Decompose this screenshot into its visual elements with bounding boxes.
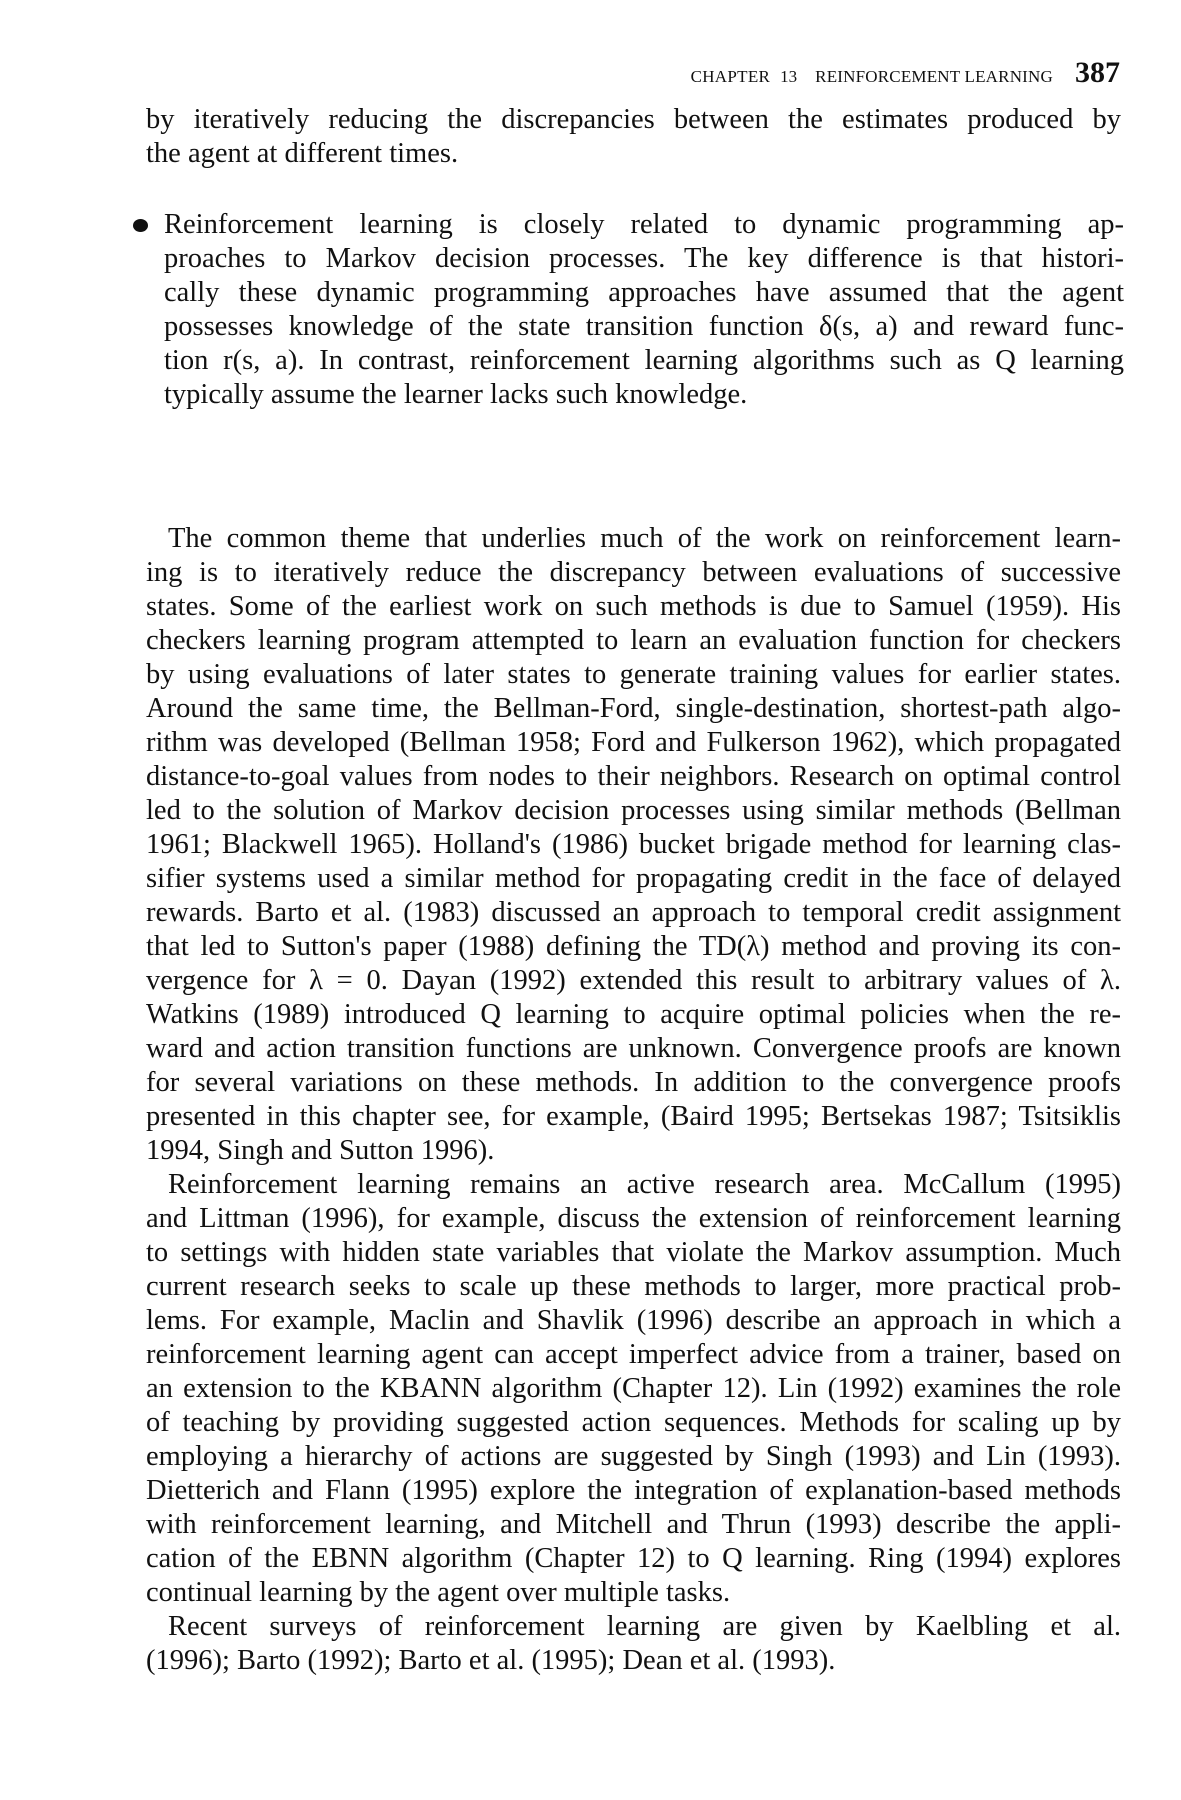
text-line: for several variations on these methods. In addition to the convergence proofs [146, 1067, 1121, 1098]
text-line: Dietterich and Flann (1995) explore the integration of explanation-based methods [146, 1475, 1121, 1506]
text-line: proaches to Markov decision processes. The key difference is that histori- [164, 243, 1124, 274]
text-line: distance-to-goal values from nodes to their neighbors. Research on optimal control [146, 761, 1121, 792]
text-line: tion r(s, a). In contrast, reinforcement learning algorithms such as Q learning [164, 345, 1124, 376]
text-line: typically assume the learner lacks such knowledge. [164, 379, 748, 410]
text-line: employing a hierarchy of actions are suggested by Singh (1993) and Lin (1993). [146, 1441, 1121, 1472]
text-line: checkers learning program attempted to learn an evaluation function for checkers [146, 625, 1121, 656]
text-line: Watkins (1989) introduced Q learning to acquire optimal policies when the re- [146, 999, 1121, 1030]
text-line: 1961; Blackwell 1965). Holland's (1986) bucket brigade method for learning clas- [146, 829, 1121, 860]
text-line: of teaching by providing suggested action sequences. Methods for scaling up by [146, 1407, 1121, 1438]
text-line: current research seeks to scale up these methods to larger, more practical prob- [146, 1271, 1121, 1302]
text-line: cally these dynamic programming approaches have assumed that the agent [164, 277, 1124, 308]
text-line: that led to Sutton's paper (1988) defining the TD(λ) method and proving its con- [146, 931, 1121, 962]
text-line: to settings with hidden state variables that violate the Markov assumption. Much [146, 1237, 1121, 1268]
text-line: 1994, Singh and Sutton 1996). [146, 1135, 495, 1166]
text-line: presented in this chapter see, for example, (Baird 1995; Bertsekas 1987; Tsitsiklis [146, 1101, 1121, 1132]
text-line: (1996); Barto (1992); Barto et al. (1995); Dean et al. (1993). [146, 1645, 836, 1676]
text-line: and Littman (1996), for example, discuss the extension of reinforcement learning [146, 1203, 1121, 1234]
text-line: lems. For example, Maclin and Shavlik (1996) describe an approach in which a [146, 1305, 1121, 1336]
text-line: cation of the EBNN algorithm (Chapter 12) to Q learning. Ring (1994) explores [146, 1543, 1121, 1574]
running-head [620, 56, 1120, 96]
text-line: Around the same time, the Bellman-Ford, single-destination, shortest-path algo- [146, 693, 1121, 724]
text-line: by iteratively reducing the discrepancies between the estimates produced by [146, 104, 1121, 135]
text-line: rithm was developed (Bellman 1958; Ford and Fulkerson 1962), which propagated [146, 727, 1121, 758]
text-line: ward and action transition functions are unknown. Convergence proofs are known [146, 1033, 1121, 1064]
text-line: Reinforcement learning is closely related to dynamic programming ap- [164, 209, 1124, 240]
text-line: led to the solution of Markov decision processes using similar methods (Bellman [146, 795, 1121, 826]
text-line: reinforcement learning agent can accept imperfect advice from a trainer, based on [146, 1339, 1121, 1370]
text-line: sifier systems used a similar method for propagating credit in the face of delayed [146, 863, 1121, 894]
text-line: states. Some of the earliest work on such methods is due to Samuel (1959). His [146, 591, 1121, 622]
text-line: an extension to the KBANN algorithm (Chapter 12). Lin (1992) examines the role [146, 1373, 1121, 1404]
text-line: by using evaluations of later states to generate training values for earlier states. [146, 659, 1121, 690]
chapter-label: CHAPTER [690, 67, 771, 86]
text-line: Recent surveys of reinforcement learning are given by Kaelbling et al. [168, 1611, 1121, 1642]
text-line: rewards. Barto et al. (1983) discussed an approach to temporal credit assignment [146, 897, 1121, 928]
text-line: Reinforcement learning remains an active research area. McCallum (1995) [168, 1169, 1121, 1200]
text-line: ing is to iteratively reduce the discrepancy between evaluations of successive [146, 557, 1121, 588]
chapter-title: REINFORCEMENT LEARNING [815, 67, 1053, 86]
bullet-icon [133, 219, 148, 232]
text-line: vergence for λ = 0. Dayan (1992) extended this result to arbitrary values of λ. [146, 965, 1121, 996]
text-line: The common theme that underlies much of the work on reinforcement learn- [168, 523, 1121, 554]
chapter-number: 13 [780, 67, 798, 86]
text-line: possesses knowledge of the state transition function δ(s, a) and reward func- [164, 311, 1124, 342]
text-line: continual learning by the agent over multiple tasks. [146, 1577, 731, 1608]
text-line: with reinforcement learning, and Mitchell and Thrun (1993) describe the appli- [146, 1509, 1121, 1540]
text-line: the agent at different times. [146, 138, 459, 169]
page-number: 387 [1075, 56, 1120, 89]
